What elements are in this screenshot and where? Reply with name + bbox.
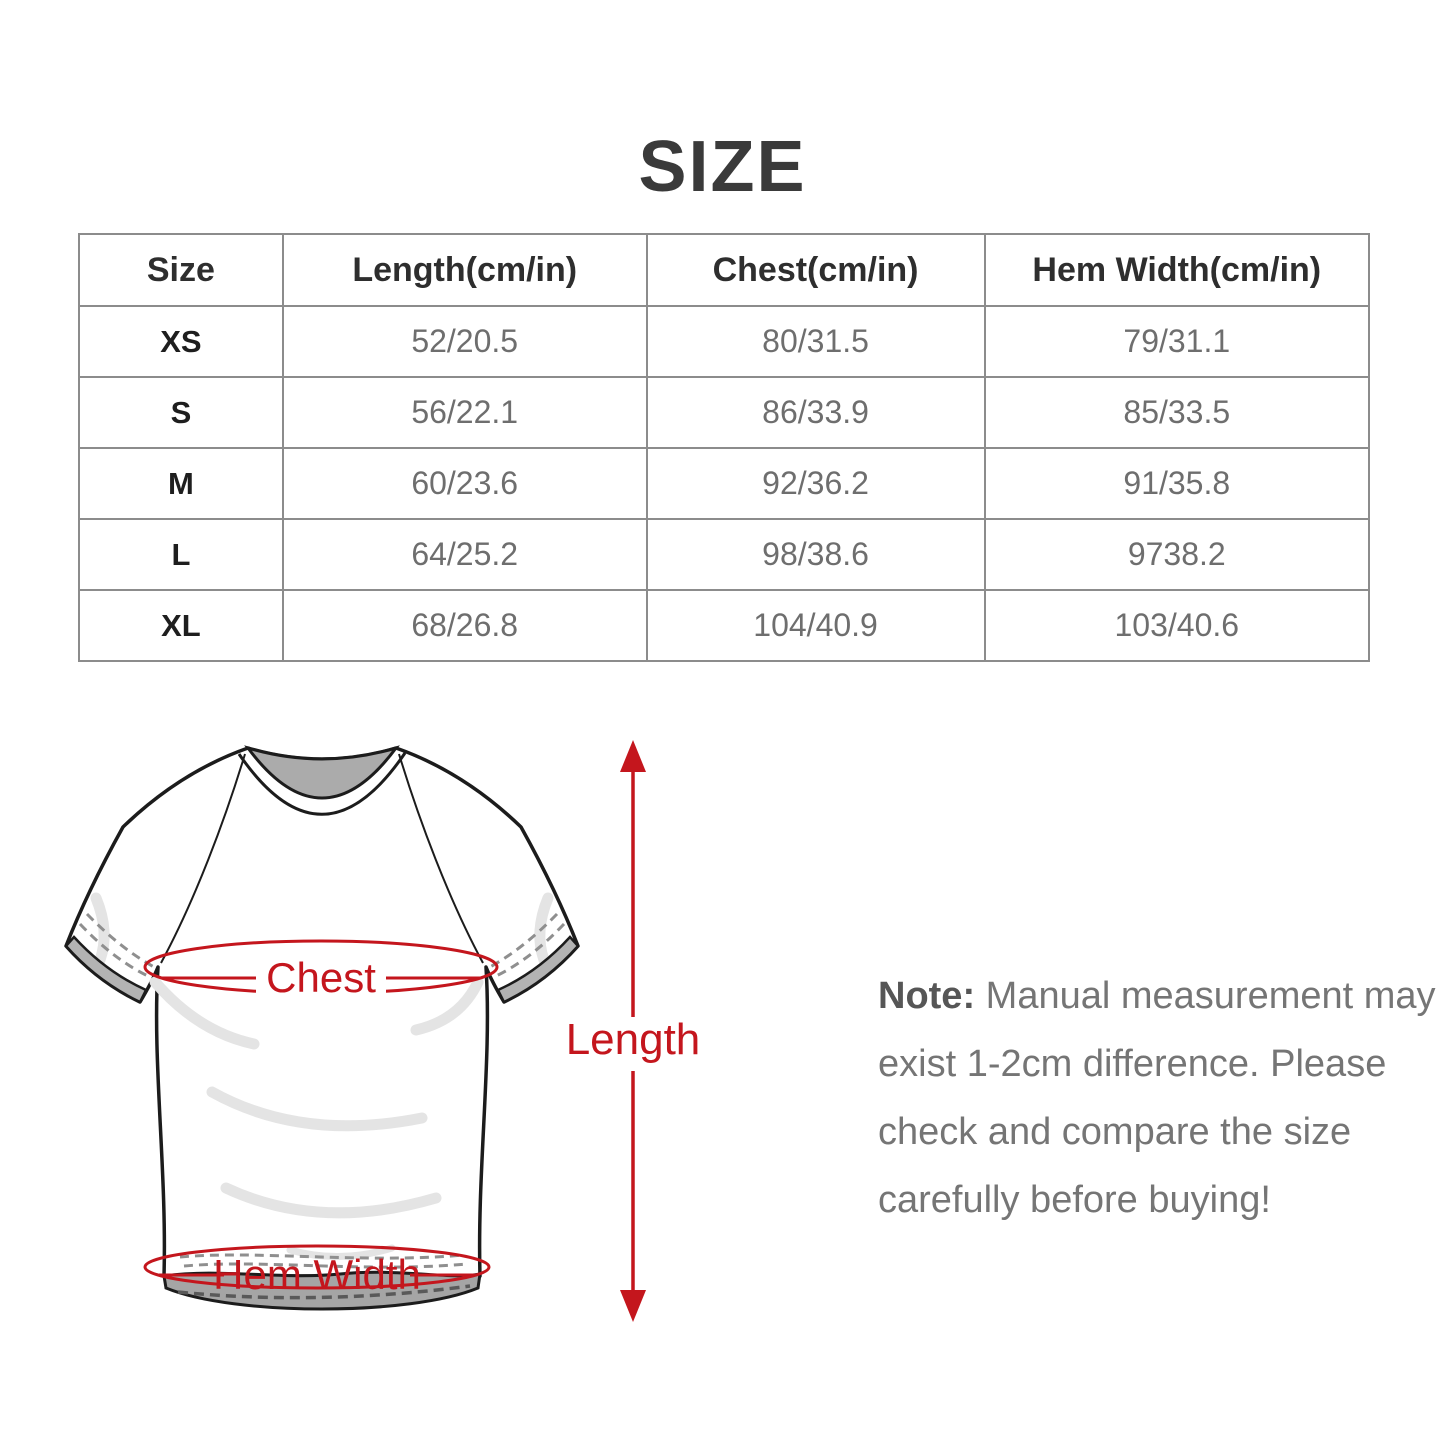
- size-table: [78, 233, 1370, 662]
- table-row: [79, 590, 1369, 661]
- size-label: XL: [79, 590, 283, 661]
- table-row: [79, 519, 1369, 590]
- length-value: 52/20.5: [283, 306, 647, 377]
- length-value: 56/22.1: [283, 377, 647, 448]
- chest-value: 86/33.9: [647, 377, 985, 448]
- col-header-length: Length(cm/in): [283, 234, 647, 306]
- chest-value: 98/38.6: [647, 519, 985, 590]
- hem-width-label: Hem Width: [213, 1251, 421, 1298]
- size-label: XS: [79, 306, 283, 377]
- length-label: Length: [565, 1015, 701, 1064]
- chest-label: Chest: [266, 954, 376, 1001]
- tshirt-drawing: [66, 748, 578, 1309]
- tshirt-measurement-diagram: [40, 730, 720, 1345]
- table-row: [79, 306, 1369, 377]
- length-value: 60/23.6: [283, 448, 647, 519]
- tshirt-outline: [66, 748, 578, 1276]
- length-value: 68/26.8: [283, 590, 647, 661]
- note-line: exist 1-2cm difference. Please: [878, 1043, 1387, 1085]
- note-line1-rest: Manual measurement may: [975, 975, 1436, 1017]
- size-label: L: [79, 519, 283, 590]
- chest-value: 92/36.2: [647, 448, 985, 519]
- hem-width-value: 79/31.1: [985, 306, 1369, 377]
- arrow-down-icon: [620, 1290, 646, 1322]
- chest-value: 104/40.9: [647, 590, 985, 661]
- hem-width-value: 91/35.8: [985, 448, 1369, 519]
- table-header-row: [79, 234, 1369, 306]
- hem-width-value: 85/33.5: [985, 377, 1369, 448]
- arrow-up-icon: [620, 740, 646, 772]
- note-text: [878, 962, 1436, 1234]
- size-label: M: [79, 448, 283, 519]
- col-header-size: Size: [79, 234, 283, 306]
- hem-width-value: 103/40.6: [985, 590, 1369, 661]
- note-line: check and compare the size: [878, 1111, 1352, 1153]
- table-row: [79, 448, 1369, 519]
- col-header-chest: Chest(cm/in): [647, 234, 985, 306]
- chest-value: 80/31.5: [647, 306, 985, 377]
- page-title: SIZE: [638, 127, 807, 207]
- note-line: carefully before buying!: [878, 1179, 1271, 1221]
- note-line: [878, 962, 1436, 1030]
- size-label: S: [79, 377, 283, 448]
- col-header-hem-width: Hem Width(cm/in): [985, 234, 1369, 306]
- hem-width-value: 9738.2: [985, 519, 1369, 590]
- note-prefix: Note:: [878, 975, 976, 1017]
- table-row: [79, 377, 1369, 448]
- length-value: 64/25.2: [283, 519, 647, 590]
